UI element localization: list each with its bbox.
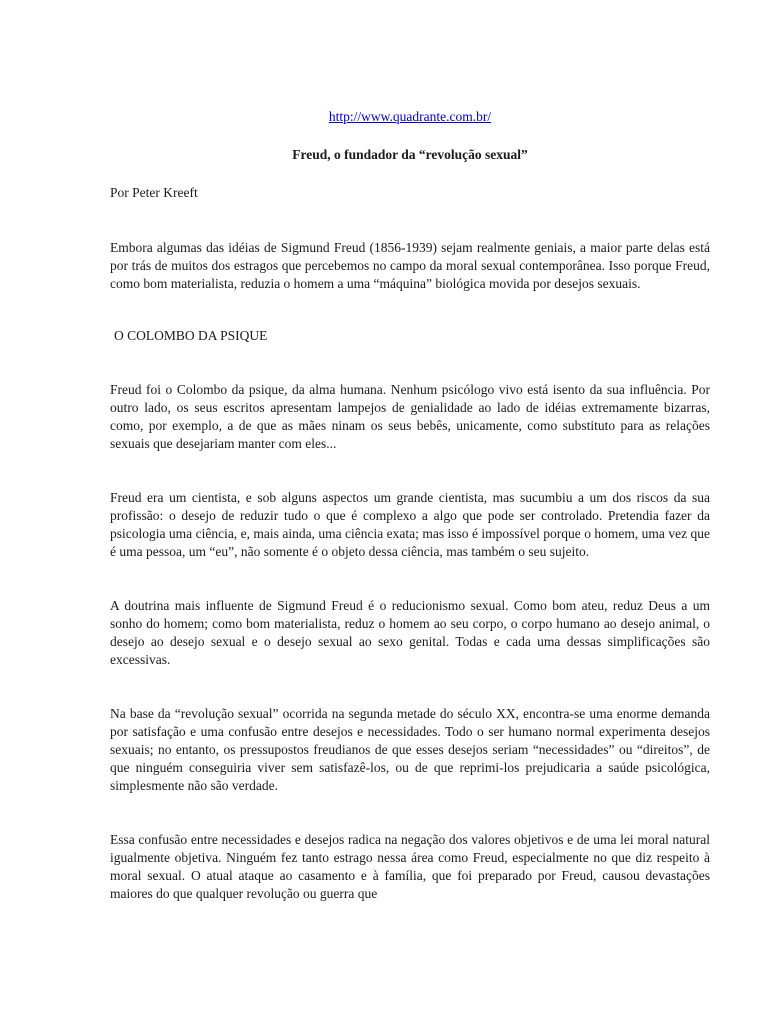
section-heading: O COLOMBO DA PSIQUE [114, 328, 268, 343]
intro-paragraph: Embora algumas das idéias de Sigmund Freud (1856-1939) sejam realmente geniais, a maior parte delas está por trás de muitos dos estragos que percebemos no campo da moral sexual contemporânea. Isso porque Freud, como bom materialista, reduzia o homem a uma “máquina” biológica movida por desejos sexuais. [110, 240, 710, 291]
source-link[interactable]: http://www.quadrante.com.br/ [328, 109, 492, 124]
body-paragraph-2: Freud era um cientista, e sob alguns aspectos um grande cientista, mas sucumbiu a um dos riscos da sua profissão: o desejo de reduzir tudo o que é complexo a algo que pode ser controlado. Pretendia fazer da psicologia uma ciência, e, mais ainda, uma ciência exata; mas isso é impossível porque o homem, uma vez que é uma pessoa, um “eu”, não somente é o objeto dessa ciência, mas também o seu sujeito. [110, 490, 710, 559]
document-page [110, 108, 710, 903]
body-paragraph-4: Na base da “revolução sexual” ocorrida na segunda metade do século XX, encontra-se uma enorme demanda por satisfação e uma confusão entre desejos e necessidades. Todo o ser humano normal experimenta desejos sexuais; no entanto, os pressupostos freudianos de que esses desejos seriam “necessidades” ou “direitos”, de que ninguém conseguiria viver sem satisfazê-los, ou de que reprimi-los prejudicaria a saúde psicológica, simplesmente não são verdade. [110, 706, 710, 793]
body-paragraph-5: Essa confusão entre necessidades e desejos radica na negação dos valores objetivos e de uma lei moral natural igualmente objetiva. Ninguém fez tanto estrago nessa área como Freud, especialmente no que diz respeito à moral sexual. O atual ataque ao casamento e à família, que foi preparado por Freud, causou devastações maiores do que qualquer revolução ou guerra que [110, 832, 710, 901]
body-paragraph-3: A doutrina mais influente de Sigmund Freud é o reducionismo sexual. Como bom ateu, reduz Deus a um sonho do homem; como bom materialista, reduz o homem ao seu corpo, o corpo humano ao desejo animal, o desejo ao desejo sexual e o desejo sexual ao sexo genital. Todas e cada uma dessas simplificações são excessivas. [110, 598, 710, 667]
author-line: Por Peter Kreeft [110, 185, 198, 200]
document-title: Freud, o fundador da “revolução sexual” [292, 147, 528, 162]
body-paragraph-1: Freud foi o Colombo da psique, da alma humana. Nenhum psicólogo vivo está isento da sua influência. Por outro lado, os seus escritos apresentam lampejos de genialidade ao lado de idéias extremamente bizarras, como, por exemplo, a de que as mães ninam os seus bebês, unicamente, como substituto para as relações sexuais que desejariam manter com eles... [110, 382, 710, 451]
